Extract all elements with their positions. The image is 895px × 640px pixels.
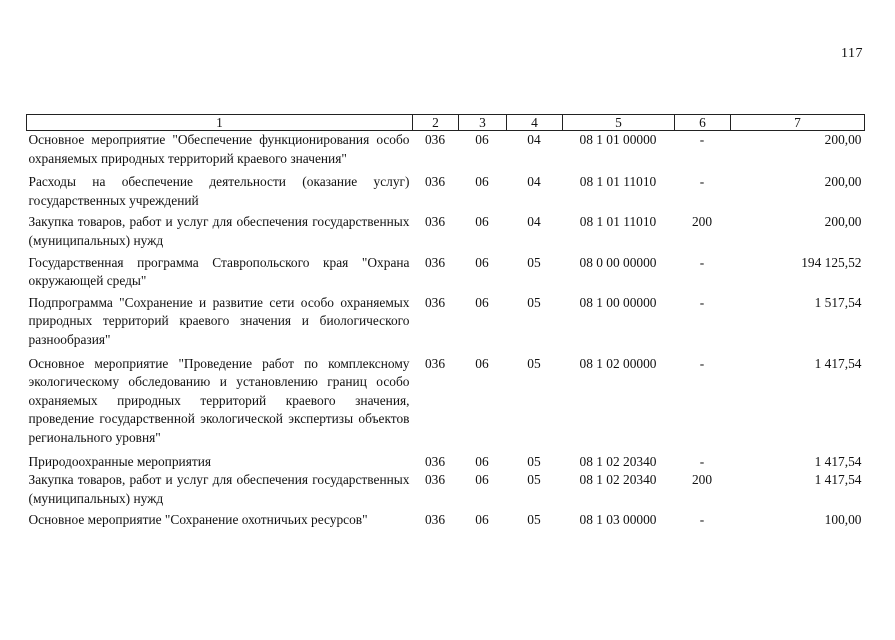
table-row <box>27 471 865 508</box>
row-col4: 04 <box>527 174 541 190</box>
row-col3: 06 <box>475 512 489 528</box>
row-col6: - <box>699 294 705 310</box>
row-col2: 036 <box>424 132 446 147</box>
row-col2: 036 <box>424 453 446 469</box>
row-col4: 05 <box>527 254 541 270</box>
column-header-1: 1 <box>27 115 413 131</box>
row-col6: - <box>699 132 705 147</box>
row-col2: 036 <box>424 254 446 270</box>
row-name: Закупка товаров, работ и услуг для обеспечения государственных (муниципальных) нужд <box>28 214 410 248</box>
row-col5: 08 1 01 11010 <box>579 214 657 230</box>
row-col2: 036 <box>424 214 446 230</box>
table-row <box>27 448 865 472</box>
column-header-6: 6 <box>675 115 731 131</box>
row-col5: 08 1 02 20340 <box>579 472 657 488</box>
row-amount: 1 417,54 <box>814 472 862 488</box>
row-amount: 200,00 <box>824 214 862 230</box>
row-name: Основное мероприятие "Обеспечение функционирования особо охраняемых природных территорий краевого значения" <box>28 132 410 166</box>
row-name: Основное мероприятие "Сохранение охотничьих ресурсов" <box>28 512 368 528</box>
column-header-4: 4 <box>507 115 563 131</box>
row-col4: 04 <box>527 214 541 230</box>
row-amount: 1 417,54 <box>814 355 862 371</box>
row-col2: 036 <box>424 294 446 310</box>
row-name: Расходы на обеспечение деятельности (оказание услуг) государственных учреждений <box>28 174 410 208</box>
table-row <box>27 291 865 350</box>
row-col6: - <box>699 453 705 469</box>
row-amount: 194 125,52 <box>801 254 862 270</box>
row-col4: 05 <box>527 512 541 528</box>
header-row <box>27 115 865 131</box>
row-col3: 06 <box>475 254 489 270</box>
row-amount: 200,00 <box>824 132 862 147</box>
row-col5: 08 1 00 00000 <box>579 294 657 310</box>
row-name: Закупка товаров, работ и услуг для обеспечения государственных (муниципальных) нужд <box>28 472 410 506</box>
row-col5: 08 0 00 00000 <box>579 254 657 270</box>
budget-table <box>26 114 865 530</box>
table-row <box>27 168 865 210</box>
row-col2: 036 <box>424 512 446 528</box>
row-name: Природоохранные мероприятия <box>28 453 212 469</box>
row-col6: 200 <box>691 472 713 488</box>
row-col5: 08 1 02 00000 <box>579 355 657 371</box>
row-col4: 05 <box>527 453 541 469</box>
row-col3: 06 <box>475 174 489 190</box>
table-row <box>27 251 865 291</box>
row-col2: 036 <box>424 174 446 190</box>
row-col3: 06 <box>475 453 489 469</box>
row-col6: 200 <box>691 214 713 230</box>
row-name: Основное мероприятие "Проведение работ по комплексному экологическому обследованию и установлению границ особо охраняемых природных территорий краевого значения, проведение государственной экологической экспертизы объектов регионального уровня" <box>28 355 410 445</box>
table-row <box>27 350 865 448</box>
table-row <box>27 131 865 169</box>
row-col5: 08 1 01 00000 <box>579 132 657 147</box>
row-amount: 100,00 <box>824 512 862 528</box>
table-row <box>27 210 865 250</box>
row-col3: 06 <box>475 355 489 371</box>
row-col5: 08 1 02 20340 <box>579 453 657 469</box>
row-col6: - <box>699 355 705 371</box>
row-col5: 08 1 01 11010 <box>579 174 657 190</box>
row-col6: - <box>699 512 705 528</box>
row-col6: - <box>699 174 705 190</box>
row-col4: 05 <box>527 355 541 371</box>
row-col4: 05 <box>527 472 541 488</box>
row-name: Подпрограмма "Сохранение и развитие сети особо охраняемых природных территорий краевого значения и биологического разнообразия" <box>28 294 410 347</box>
row-col4: 04 <box>527 132 541 147</box>
row-col3: 06 <box>475 294 489 310</box>
column-header-7: 7 <box>731 115 865 131</box>
row-col2: 036 <box>424 472 446 488</box>
row-amount: 1 517,54 <box>814 294 862 310</box>
row-col5: 08 1 03 00000 <box>579 512 657 528</box>
column-header-3: 3 <box>459 115 507 131</box>
row-col3: 06 <box>475 132 489 147</box>
row-col4: 05 <box>527 294 541 310</box>
row-col2: 036 <box>424 355 446 371</box>
table-row <box>27 508 865 530</box>
column-header-5: 5 <box>563 115 675 131</box>
page-number: 117 <box>841 46 863 61</box>
row-amount: 200,00 <box>824 174 862 190</box>
row-name: Государственная программа Ставропольского края "Охрана окружающей среды" <box>28 254 410 289</box>
row-amount: 1 417,54 <box>814 453 862 469</box>
row-col3: 06 <box>475 214 489 230</box>
row-col3: 06 <box>475 472 489 488</box>
column-header-2: 2 <box>413 115 459 131</box>
row-col6: - <box>699 254 705 270</box>
